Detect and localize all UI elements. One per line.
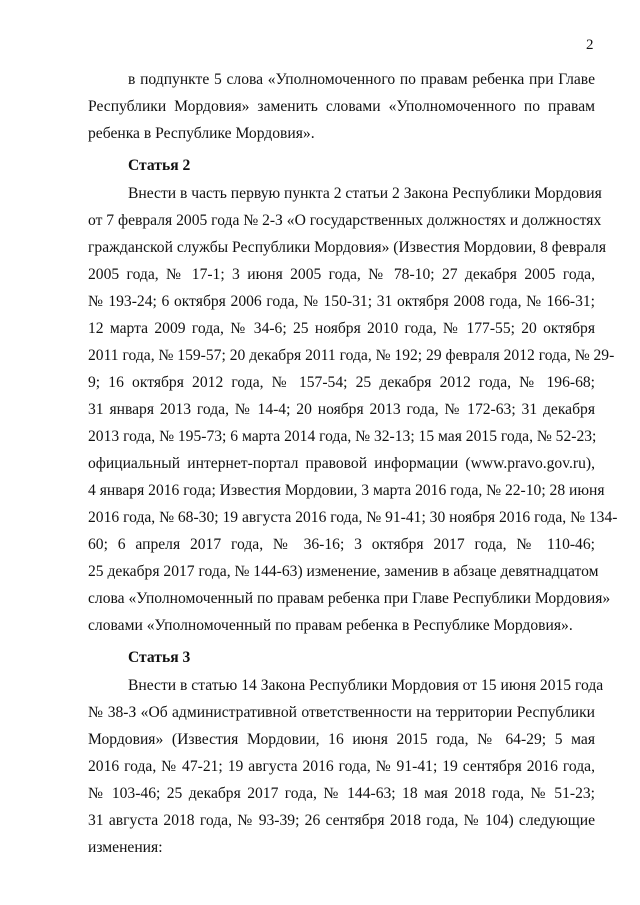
paragraph-line: гражданской службы Республики Мордовия» (Известия Мордовии, 8 февраля [88,239,606,256]
paragraph-line: ребенка в Республике Мордовия». [88,125,315,142]
paragraph-line: 2005 года, № 17-1; 3 июня 2005 года, № 78-10; 27 декабря 2005 года, [88,266,595,283]
paragraph-line: 4 января 2016 года; Известия Мордовии, 3 марта 2016 года, № 22-10; 28 июня [88,482,605,499]
paragraph-line: 31 января 2013 года, № 14-4; 20 ноября 2013 года, № 172-63; 31 декабря [88,401,595,418]
paragraph-line: слова «Уполномоченный по правам ребенка при Главе Республики Мордовия» [88,590,611,607]
paragraph-line: 9; 16 октября 2012 года, № 157-54; 25 декабря 2012 года, № 196-68; [88,374,595,391]
paragraph-line: 2013 года, № 195-73; 6 марта 2014 года, № 32-13; 15 мая 2015 года, № 52-23; [88,428,597,445]
paragraph-line: 25 декабря 2017 года, № 144-63) изменение, заменив в абзаце девятнадцатом [88,563,599,580]
paragraph-line: 2016 года, № 68-30; 19 августа 2016 года, № 91-41; 30 ноября 2016 года, № 134- [88,509,618,526]
paragraph-line: изменения: [88,839,163,856]
paragraph-line: 2016 года, № 47-21; 19 августа 2016 года, № 91-41; 19 сентября 2016 года, [88,758,595,775]
paragraph-line: 2011 года, № 159-57; 20 декабря 2011 года, № 192; 29 февраля 2012 года, № 29- [88,347,615,364]
paragraph-line: официальный интернет-портал правовой информации (www.pravo.gov.ru), [88,455,595,472]
paragraph-line: Республики Мордовия» заменить словами «Уполномоченного по правам [88,98,595,115]
paragraph-line: 60; 6 апреля 2017 года, № 36-16; 3 октября 2017 года, № 110-46; [88,536,595,553]
article-3-heading: Статья 3 [128,649,191,666]
page-number: 2 [586,37,594,53]
paragraph-line: Внести в статью 14 Закона Республики Мордовия от 15 июня 2015 года [128,677,604,694]
paragraph-line: словами «Уполномоченный по правам ребенка в Республике Мордовия». [88,617,573,634]
paragraph-line: 31 августа 2018 года, № 93-39; 26 сентября 2018 года, № 104) следующие [88,812,595,829]
paragraph-line: в подпункте 5 слова «Уполномоченного по правам ребенка при Главе [128,71,595,88]
paragraph-line: от 7 февраля 2005 года № 2-З «О государственных должностях и должностях [88,212,602,229]
article-2-heading: Статья 2 [128,157,191,174]
paragraph-line: № 103-46; 25 декабря 2017 года, № 144-63; 18 мая 2018 года, № 51-23; [88,785,595,802]
paragraph-line: Внести в часть первую пункта 2 статьи 2 Закона Республики Мордовия [128,185,602,202]
paragraph-line: № 193-24; 6 октября 2006 года, № 150-31; 31 октября 2008 года, № 166-31; [88,293,595,310]
paragraph-line: 12 марта 2009 года, № 34-6; 25 ноября 2010 года, № 177-55; 20 октября [88,320,595,337]
paragraph-line: Мордовия» (Известия Мордовии, 16 июня 2015 года, № 64-29; 5 мая [88,731,595,748]
paragraph-line: № 38-З «Об административной ответственности на территории Республики [88,704,595,721]
